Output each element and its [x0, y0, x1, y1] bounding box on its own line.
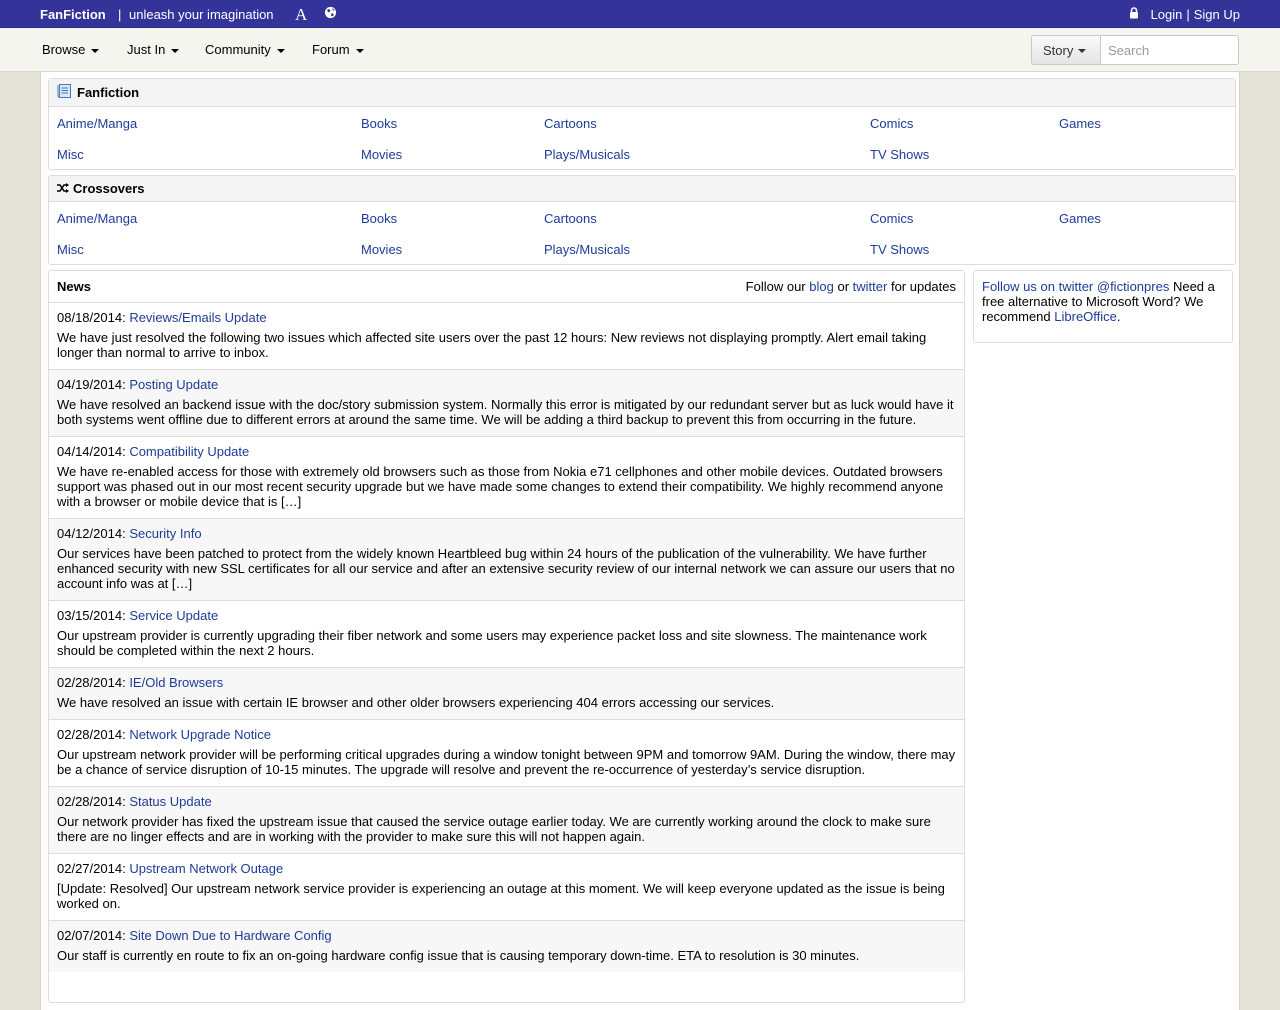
news-title-link[interactable]: Posting Update	[129, 377, 219, 392]
fanfiction-link-books[interactable]: Books	[361, 116, 398, 131]
nav-forum-label: Forum	[312, 42, 350, 57]
follow-suffix: for updates	[890, 279, 956, 294]
follow-prefix: Follow our	[745, 279, 806, 294]
news-date: 02/28/2014:	[57, 727, 126, 742]
fanfiction-link-games[interactable]: Games	[1059, 116, 1101, 131]
nav-just-in-label: Just In	[127, 42, 166, 57]
crossover-link-games[interactable]: Games	[1059, 211, 1101, 226]
search-input[interactable]	[1100, 35, 1239, 65]
crossovers-title: Crossovers	[73, 181, 145, 196]
news-title-link[interactable]: Reviews/Emails Update	[129, 310, 267, 325]
book-icon	[57, 83, 73, 102]
news-title-link[interactable]: Status Update	[129, 794, 212, 809]
twitter-follow-link[interactable]: Follow us on twitter @fictionpres	[982, 279, 1170, 294]
news-date: 02/28/2014:	[57, 675, 126, 690]
news-body: We have resolved an issue with certain IE browser and other older browsers experiencing 404 errors accessing our services.	[57, 695, 775, 710]
crossovers-header	[49, 176, 1235, 202]
crossover-link-cartoons[interactable]: Cartoons	[544, 211, 597, 226]
nav-community-label: Community	[205, 42, 271, 57]
news-title-link[interactable]: Security Info	[129, 526, 202, 541]
brand-separator: |	[118, 7, 122, 22]
auth-divider: |	[1186, 7, 1190, 22]
news-body: Our staff is currently en route to fix an on-going hardware config issue that is causing temporary down-time. ETA to resolution is 30 minutes.	[57, 948, 860, 963]
nav-forum[interactable]	[312, 42, 364, 57]
signup-link[interactable]: Sign Up	[1193, 7, 1240, 22]
news-item	[49, 370, 964, 437]
libreoffice-link[interactable]: LibreOffice	[1054, 309, 1117, 324]
fanfiction-panel	[48, 78, 1236, 170]
news-body: We have re-enabled access for those with extremely old browsers such as those from Nokia e71 cellphones and other mobile devices. Outdated browsers support was phased out in our most recent security upgrade but we have made some changes to extend their compatibility. We highly recommend anyone with a browser or mobile device that is […]	[57, 464, 944, 509]
promo-text: Need a free alternative to Microsoft Word? We recommend	[982, 279, 1215, 324]
caret-down-icon	[1078, 49, 1086, 53]
lock-icon	[1129, 7, 1139, 22]
news-item	[49, 854, 964, 921]
twitter-link[interactable]: twitter	[852, 279, 888, 294]
caret-down-icon	[277, 49, 285, 53]
news-item	[49, 437, 964, 519]
fanfiction-link-cartoons[interactable]: Cartoons	[544, 116, 597, 131]
news-item	[49, 921, 964, 972]
fanfiction-link-misc[interactable]: Misc	[57, 147, 84, 162]
fanfiction-link-tv-shows[interactable]: TV Shows	[870, 147, 930, 162]
promo-period: .	[1116, 309, 1121, 324]
nav-browse[interactable]	[42, 42, 99, 57]
news-date: 02/28/2014:	[57, 794, 126, 809]
news-body: [Update: Resolved] Our upstream network service provider is experiencing an outage at this moment. We will keep everyone updated as the issue is being worked on.	[57, 881, 945, 911]
crossovers-panel	[48, 175, 1236, 265]
news-body: We have just resolved the following two issues which affected site users over the past 12 hours: New reviews not displaying promptly. Alert email taking longer than normal to arrive to inbox.	[57, 330, 927, 360]
news-item	[49, 601, 964, 668]
news-date: 04/19/2014:	[57, 377, 126, 392]
news-title-link[interactable]: Compatibility Update	[129, 444, 250, 459]
news-date: 04/12/2014:	[57, 526, 126, 541]
search-type-dropdown[interactable]	[1031, 35, 1100, 65]
crossover-link-tv-shows[interactable]: TV Shows	[870, 242, 930, 257]
nav-community[interactable]	[205, 42, 285, 57]
news-date: 02/07/2014:	[57, 928, 126, 943]
news-item	[49, 668, 964, 720]
sidebar-promo	[973, 270, 1233, 343]
main-content	[40, 72, 1240, 1010]
crossover-link-movies[interactable]: Movies	[361, 242, 403, 257]
search-type-label: Story	[1043, 42, 1074, 58]
caret-down-icon	[91, 49, 99, 53]
crossover-link-anime-manga[interactable]: Anime/Manga	[57, 211, 138, 226]
news-body: Our network provider has fixed the upstream issue that caused the service outage earlier today. We are currently working around the clock to make sure there are no linger effects and are in working with the provider to make sure this will not happen again.	[57, 814, 931, 844]
news-body: We have resolved an backend issue with the doc/story submission system. Normally this error is mitigated by our redundant server but as luck would have it both systems went offline due to different errors at around the same time. We will be adding a third backup to prevent this from occurring in the future.	[57, 397, 954, 427]
search-form	[1031, 35, 1239, 65]
tagline: unleash your imagination	[129, 7, 274, 22]
fanfiction-link-comics[interactable]: Comics	[870, 116, 914, 131]
follow-or: or	[837, 279, 850, 294]
crossover-link-plays-musicals[interactable]: Plays/Musicals	[544, 242, 630, 257]
top-bar	[0, 0, 1280, 28]
nav-bar	[0, 28, 1280, 72]
news-body: Our upstream provider is currently upgrading their fiber network and some users may experience packet loss and site slowness. The maintenance work should be completed within the next 2 hours.	[57, 628, 927, 658]
news-body: Our upstream network provider will be performing critical upgrades during a window tonight between 9PM and tomorrow 9AM. During the window, there may be a chance of service disruption of 10-15 minutes. The upgrade will resolve and prevent the re-occurrence of yesterday’s service disruption.	[57, 747, 956, 777]
news-title-link[interactable]: Site Down Due to Hardware Config	[129, 928, 332, 943]
news-date: 04/14/2014:	[57, 444, 126, 459]
news-title: News	[57, 279, 91, 294]
globe-icon[interactable]	[324, 6, 337, 22]
login-link[interactable]: Login	[1150, 7, 1183, 22]
news-title-link[interactable]: Upstream Network Outage	[129, 861, 284, 876]
crossover-link-comics[interactable]: Comics	[870, 211, 914, 226]
news-item	[49, 787, 964, 854]
news-item	[49, 720, 964, 787]
nav-browse-label: Browse	[42, 42, 86, 57]
nav-just-in[interactable]	[127, 42, 179, 57]
news-title-link[interactable]: Service Update	[129, 608, 219, 623]
fanfiction-link-plays-musicals[interactable]: Plays/Musicals	[544, 147, 630, 162]
auth-links	[1129, 7, 1240, 22]
site-logo[interactable]: FanFiction	[40, 7, 106, 22]
caret-down-icon	[356, 49, 364, 53]
news-title-link[interactable]: Network Upgrade Notice	[129, 727, 271, 742]
news-body: Our services have been patched to protect from the widely known Heartbleed bug within 24 hours of the publication of the vulnerability. We have further enhanced security with new SSL certificates for all our service and after an extensive security review of our internal network we can assure our users that no account info was at […]	[57, 546, 955, 591]
fanfiction-link-anime-manga[interactable]: Anime/Manga	[57, 116, 138, 131]
news-title-link[interactable]: IE/Old Browsers	[129, 675, 224, 690]
shuffle-icon	[57, 181, 69, 196]
font-size-icon[interactable]: A	[295, 5, 308, 24]
news-date: 03/15/2014:	[57, 608, 126, 623]
news-item	[49, 519, 964, 601]
fanfiction-link-movies[interactable]: Movies	[361, 147, 403, 162]
news-follow-line	[746, 279, 956, 294]
news-item	[49, 303, 964, 370]
news-date: 08/18/2014:	[57, 310, 126, 325]
fanfiction-header	[49, 79, 1235, 107]
news-date: 02/27/2014:	[57, 861, 126, 876]
news-list	[49, 303, 964, 972]
news-header	[49, 271, 964, 303]
fanfiction-title: Fanfiction	[77, 85, 140, 100]
news-panel	[48, 270, 965, 1003]
crossover-link-misc[interactable]: Misc	[57, 242, 84, 257]
crossover-link-books[interactable]: Books	[361, 211, 398, 226]
caret-down-icon	[171, 49, 179, 53]
blog-link[interactable]: blog	[809, 279, 834, 294]
